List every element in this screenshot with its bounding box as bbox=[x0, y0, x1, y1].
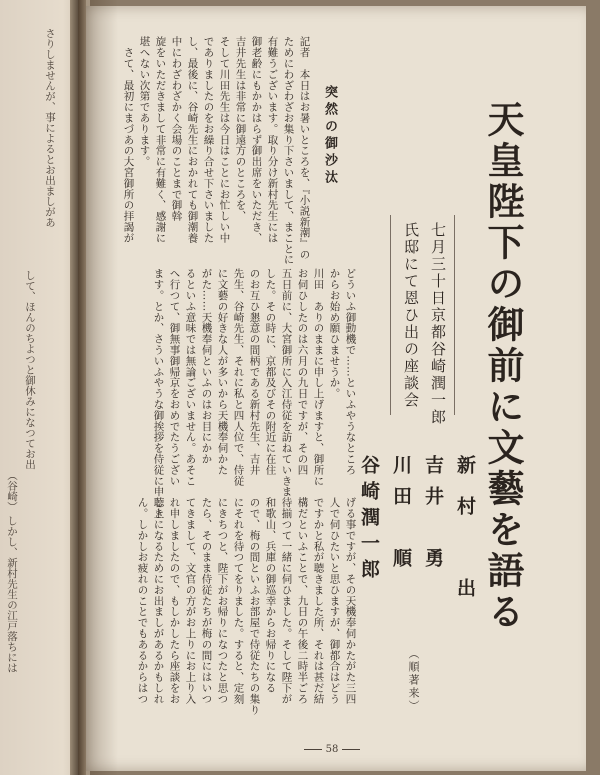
body-column: 堪へない次第であります。 bbox=[138, 36, 151, 167]
subtitle-line-2: 氏邸にて恩ひ出の座談会 bbox=[402, 222, 420, 409]
body-column: れ申しましたので、もしかしたら座談をお bbox=[168, 497, 181, 705]
participant-shinmura: 新村 出 bbox=[454, 455, 476, 619]
body-column: そして川田先生は今日はことにお忙しい中 bbox=[218, 36, 231, 244]
body-column: ので、梅の間といふお部屋で侍従たちの集り bbox=[248, 497, 261, 715]
article-title: 天皇陛下の御前に文藝を語る bbox=[481, 100, 525, 633]
body-column: 和歌山、兵庫の御巡幸からお帰りになる bbox=[264, 497, 277, 694]
left-page-line-3: （谷崎） しかし、新村先生の江戸落ちには bbox=[6, 470, 18, 673]
left-page-line-1: さりしませんが、事によるとお出ましがあ bbox=[44, 28, 56, 228]
body-column: 待揃つて一緒に伺ひました。そして陛下が bbox=[280, 497, 293, 705]
body-column: げる事ですが、その天機奉伺かたがた三四 bbox=[344, 497, 357, 705]
body-column: がた……天機奉伺といふのはお目にかか bbox=[200, 268, 213, 465]
body-column: 人で伺ひたいと思ひますが、御都合はどう bbox=[328, 497, 341, 705]
body-column: どういふ御動機で……といふやうなところ bbox=[344, 268, 357, 476]
body-column: にそれを待つてをりました。すると、定刻 bbox=[232, 497, 245, 705]
body-column: ためにわざわざお集り下さいまして、まことに bbox=[282, 36, 295, 265]
order-note: （順著来） bbox=[407, 648, 420, 713]
body-column: 聴きになるためにお出ましがあるかもしれ bbox=[152, 497, 165, 705]
body-column: ます。とか、さういふやうな御挨拶を侍従に申し上 bbox=[152, 268, 165, 519]
body-column: たら、そのまま侍従たちが梅の間にはいつ bbox=[200, 497, 213, 705]
body-column: 有難うございます。取り分け新村先生には bbox=[266, 36, 279, 244]
section-heading: 突然の御沙汰 bbox=[322, 85, 337, 187]
body-column: のお互ひ懇意の間柄である新村先生、吉井 bbox=[248, 268, 261, 476]
subtitle-rule-right bbox=[454, 215, 455, 415]
body-column: へ行つて、御無事御帰京をおめでたうござい bbox=[168, 268, 181, 486]
body-column: 旋をいただきまして非常に有難く、感謝に bbox=[154, 36, 167, 244]
subtitle-line-1: 七月三十日京都谷崎潤一郎 bbox=[429, 222, 447, 426]
page-number: 58 bbox=[292, 744, 372, 755]
body-column: てきまして、文官の方がお上りにお上り入 bbox=[184, 497, 197, 705]
body-column: した。その時に、京都及びその附近に在住 bbox=[264, 268, 277, 476]
subtitle-rule-left bbox=[390, 215, 391, 415]
body-column: 吉井先生は非常に御遠方のところを、 bbox=[234, 36, 247, 222]
body-column: し、最後に、谷崎先生におかれても御潮養 bbox=[186, 36, 199, 244]
body-column: 先生、谷崎先生、それに私と四人位で、侍従 bbox=[232, 268, 245, 486]
body-column: 構だといふことで、九日の午後二時半ごろ bbox=[296, 497, 309, 705]
participant-yoshii: 吉井 勇 bbox=[422, 455, 444, 579]
body-column: 川田 ありのままに申し上げますと、御所に bbox=[312, 268, 325, 486]
body-column: に文藝の好きな人が多いから天機奉伺かた bbox=[216, 268, 229, 476]
body-column: 御老齢にもかかはらず御出席をいただき、 bbox=[250, 36, 263, 244]
left-page-line-2: して、ほんのちよつと御休みになつてお出 bbox=[24, 270, 36, 470]
body-column: にきちつと、陛下がお帰りになつたと思つ bbox=[216, 497, 229, 705]
body-column: からお始め願ひませうか。 bbox=[328, 268, 341, 399]
participant-kawada: 川田 順 bbox=[390, 455, 412, 579]
body-column: さて、最初にまづあの大宮御所の拝謁が bbox=[122, 36, 135, 244]
body-column: 記者 本日はお暑いところを、『小説新潮』の bbox=[298, 36, 311, 260]
body-column: ですかと私が聴きました所、それは甚だ結 bbox=[312, 497, 325, 705]
book-gutter bbox=[70, 0, 86, 775]
body-column: ん。しかしお疲れのことでもあるからはつ bbox=[136, 497, 149, 705]
body-column: 五日前に、大宮御所に入江侍従を訪ねていきま bbox=[280, 268, 293, 497]
body-column: 中にわざわざかく会場のことまで御斡 bbox=[170, 36, 183, 222]
body-column: でありましたのをお繰り合せ下さいました bbox=[202, 36, 215, 244]
participant-tanizaki: 谷崎潤一郎 bbox=[358, 455, 380, 585]
body-column: お伺ひしたのは六月の九日ですが、その四 bbox=[296, 268, 309, 476]
body-column: るといふ意味では無論ございません。あそこ bbox=[184, 268, 197, 486]
